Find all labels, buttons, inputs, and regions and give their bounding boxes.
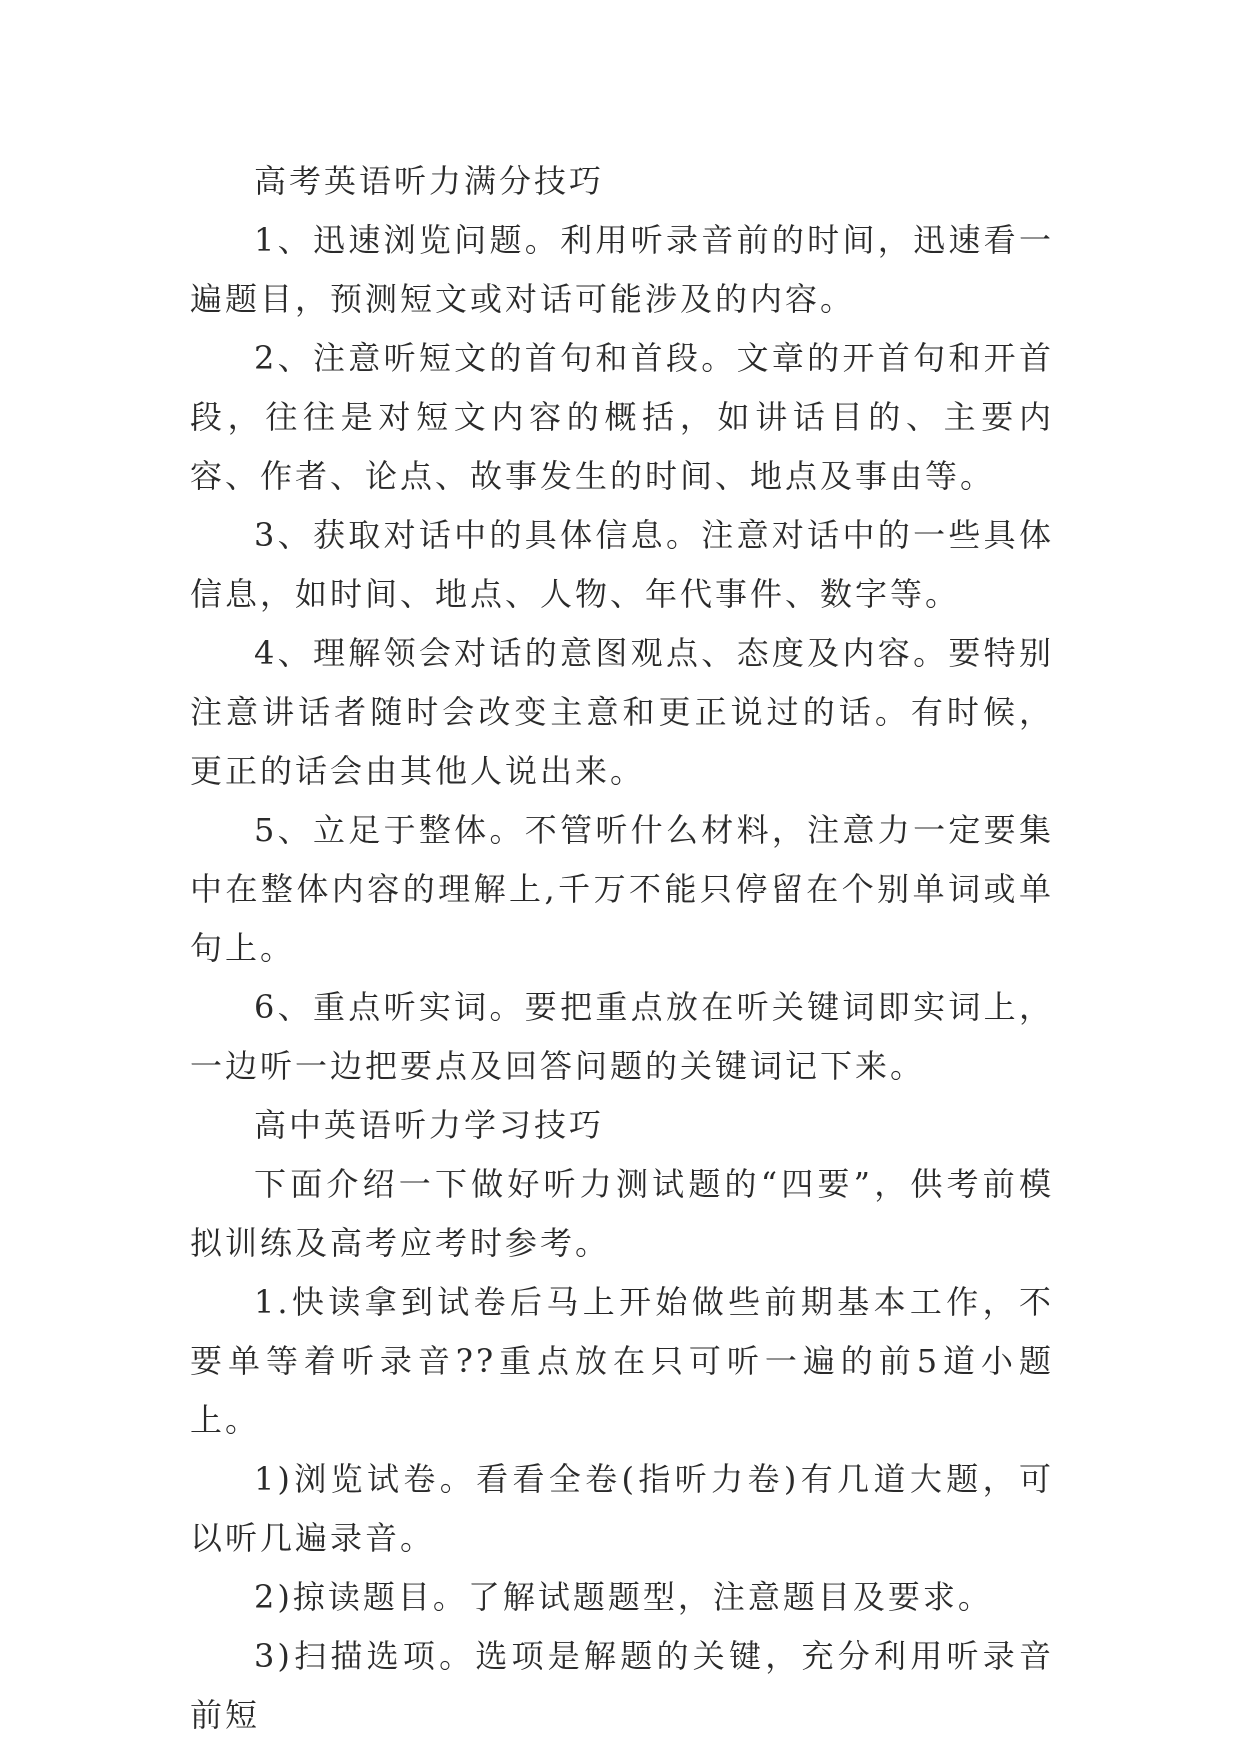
tip-paragraph-5: 5、立足于整体。不管听什么材料，注意力一定要集中在整体内容的理解上,千万不能只停留在个别单词或单句上。 bbox=[190, 811, 1054, 967]
tip-paragraph-1: 1、迅速浏览问题。利用听录音前的时间，迅速看一遍题目，预测短文或对话可能涉及的内容。 bbox=[190, 221, 1054, 318]
tip-paragraph-2: 2、注意听短文的首句和首段。文章的开首句和开首段，往往是对短文内容的概括，如讲话目的、主要内容、作者、论点、故事发生的时间、地点及事由等。 bbox=[190, 339, 1054, 495]
heading-highschool-listening-tips: 高中英语听力学习技巧 bbox=[254, 1106, 605, 1144]
tip-paragraph-3: 3、获取对话中的具体信息。注意对话中的一些具体信息，如时间、地点、人物、年代事件、数字等。 bbox=[190, 516, 1054, 613]
subpoint-paragraph-3: 3)扫描选项。选项是解题的关键，充分利用听录音前短 bbox=[190, 1637, 1054, 1734]
point-paragraph-1: 1.快读拿到试卷后马上开始做些前期基本工作，不要单等着听录音??重点放在只可听一遍的前5道小题上。 bbox=[190, 1283, 1054, 1439]
intro-paragraph: 下面介绍一下做好听力测试题的“四要”，供考前模拟训练及高考应考时参考。 bbox=[190, 1165, 1054, 1262]
heading-gaokao-listening-tips: 高考英语听力满分技巧 bbox=[254, 162, 605, 200]
document-page bbox=[190, 152, 1054, 1745]
tip-paragraph-6: 6、重点听实词。要把重点放在听关键词即实词上，一边听一边把要点及回答问题的关键词记下来。 bbox=[190, 988, 1054, 1085]
subpoint-paragraph-2: 2)掠读题目。了解试题题型，注意题目及要求。 bbox=[254, 1578, 993, 1616]
tip-paragraph-4: 4、理解领会对话的意图观点、态度及内容。要特别注意讲话者随时会改变主意和更正说过的话。有时候，更正的话会由其他人说出来。 bbox=[190, 634, 1054, 790]
subpoint-paragraph-1: 1)浏览试卷。看看全卷(指听力卷)有几道大题，可以听几遍录音。 bbox=[190, 1460, 1054, 1557]
